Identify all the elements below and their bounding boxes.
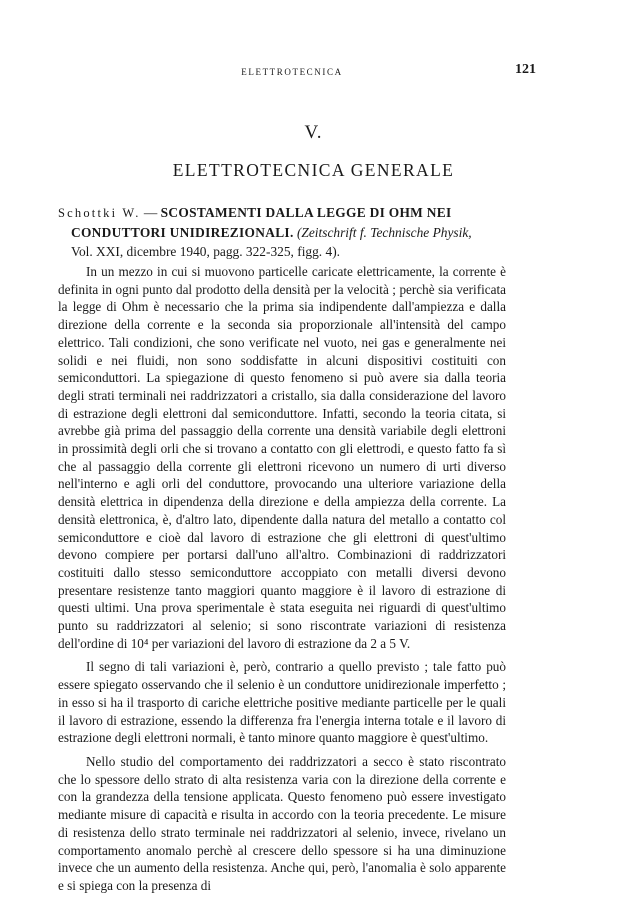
bibliographic-entry xyxy=(58,203,506,261)
article-body xyxy=(58,263,506,895)
entry-title-line2: CONDUTTORI UNIDIREZIONALI. xyxy=(71,225,294,240)
entry-title-line1: SCOSTAMENTI DALLA LEGGE DI OHM NEI xyxy=(160,205,452,220)
page-number: 121 xyxy=(515,62,536,77)
entry-author: Schottki W. xyxy=(58,206,141,220)
entry-journal: (Zeitschrift f. Technische Physik, xyxy=(296,225,472,240)
entry-line-3 xyxy=(58,242,506,261)
entry-details: Vol. XXI, dicembre 1940, pagg. 322-325, figg. 4). xyxy=(71,244,341,259)
running-title: ELETTROTECNICA xyxy=(241,67,343,77)
section-number: V. xyxy=(304,122,323,143)
paragraph-3: Nello studio del comportamento dei raddrizzatori a secco è stato riscontrato che lo spessore dello strato di alta resistenza varia con la direzione della corrente e con la grandezza della tensione applicata. Questo fenomeno può essere investigato mediante misure di capacità e risulta in accordo con la teoria precedente. Le misure di resistenza dello strato terminale nei raddrizzatori al selenio, invece, rivelano un comportamento anomalo perchè al crescere dello spessore si ha una diminuzione invece che un aumento della resistenza. Anche qui, però, l'anomalia è solo apparente e si spiega con la presenza di xyxy=(58,753,506,893)
entry-dash: — xyxy=(140,205,161,220)
paragraph-1: In un mezzo in cui si muovono particelle caricate elettricamente, la corrente è definita in ogni punto dal prodotto della densità per la velocità ; perchè sia verificata la legge di Ohm è necessario che la prima sia indipendente dall'ampiezza e dalla direzione della corrente e la seconda sia proporzionale all'intensità del campo elettrico. Tali condizioni, che sono verificate nel vuoto, nei gas e generalmente nei solidi e nei fluidi, non sono soddisfatte in alcuni dispositivi costituiti con semiconduttori. La spiegazione di questo fenomeno si può avere sia dalla teoria degli strati terminali nei raddrizzatori a cristallo, sia dalla considerazione del lavoro di estrazione degli elettroni dal semiconduttore. Infatti, secondo la teoria citata, si avrebbe già prima del passaggio della corrente una densità variabile degli elettroni in prossimità degli orli che si trovano a contatto con gli elettrodi, e questo fatto fa sì che al passaggio della corrente gli elettroni ricevono un numero di urti diverso nell'interno e agli orli del conduttore, provocando una ulteriore variazione della densità elettrica in dipendenza della direzione e della ampiezza della corrente. La densità elettronica, è, d'altro lato, dipendente dalla natura del metallo a contatto col semiconduttore e cioè dal lavoro di estrazione che gli elettroni di quest'ultimo devono compiere per portarsi dall'uno all'altro. Combinazioni di raddrizzatori costituiti dallo stesso semiconduttore accoppiato con metalli diversi devono presentare resistenze tanto maggiori quanto maggiore è il lavoro di estrazione di questi ultimi. Una prova sperimentale è stata eseguita nei riguardi di quest'ultimo punto su raddrizzatori al selenio; si sono riscontrate variazioni di resistenza dell'ordine di 10⁴ per variazioni del lavoro di estrazione da 2 a 5 V. xyxy=(58,264,506,651)
entry-line-2 xyxy=(58,223,506,242)
entry-line-1 xyxy=(58,203,506,223)
section-title: ELETTROTECNICA GENERALE xyxy=(172,160,455,180)
paragraph-2: Il segno di tali variazioni è, però, contrario a quello previsto ; tale fatto può essere spiegato osservando che il selenio è un conduttore unidirezionale imperfetto ; in esso si ha il trasporto di cariche elettriche positive mediante particelle per le quali il lavoro di estrazione, essendo la differenza fra l'energia interna totale e il lavoro di estrazione degli elettroni normali, è tanto minore quanto maggiore è quest'ultimo. xyxy=(58,659,506,746)
page-header xyxy=(58,62,536,80)
